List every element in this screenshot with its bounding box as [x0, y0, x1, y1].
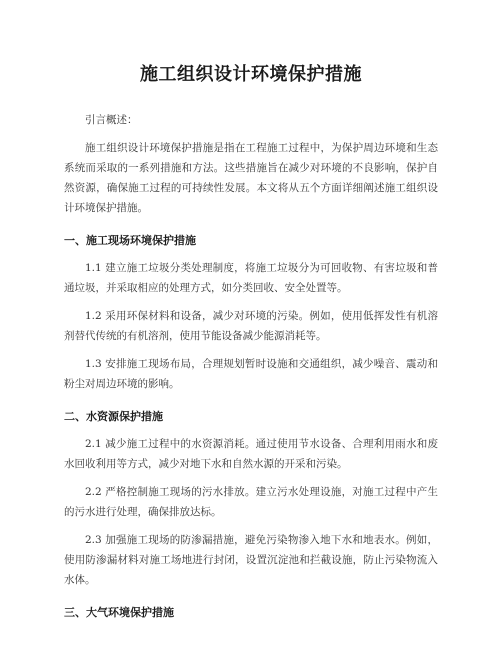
section-1: [64, 232, 438, 394]
section-paragraph: 2.3 加强施工现场的防渗漏措施，避免污染物渗入地下水和地表水。例如，使用防渗漏材料对施工场地进行封闭，设置沉淀池和拦截设施，防止污染物流入水体。: [64, 534, 438, 586]
intro-paragraph: 施工组织设计环境保护措施是指在工程施工过程中，为保护周边环境和生态系统而采取的一系列措施和方法。这些措施旨在减少对环境的不良影响，保护自然资源，确保施工过程的可持续性发展。本文将从五个方面详细阐述施工组织设计环境保护措施。: [64, 142, 438, 214]
section-paragraph: 1.2 采用环保材料和设备，减少对环境的污染。例如，使用低挥发性有机溶剂替代传统的有机溶剂，使用节能设备减少能源消耗等。: [64, 310, 438, 342]
section-3: [64, 604, 438, 620]
section-2: [64, 408, 438, 590]
section-heading: 三、大气环境保护措施: [64, 606, 174, 619]
section-paragraph: 1.3 安排施工现场布局，合理规划暂时设施和交通组织，减少噪音、震动和粉尘对周边环境的影响。: [64, 358, 438, 390]
section-paragraph: 2.2 严格控制施工现场的污水排放。建立污水处理设施，对施工过程中产生的污水进行处理，确保排放达标。: [64, 486, 438, 518]
document-title: 施工组织设计环境保护措施: [140, 64, 362, 85]
section-paragraph: 2.1 减少施工过程中的水资源消耗。通过使用节水设备、合理利用雨水和废水回收利用等方式，减少对地下水和自然水源的开采和污染。: [64, 438, 438, 470]
intro-label: 引言概述：: [85, 114, 138, 126]
section-heading: 二、水资源保护措施: [64, 410, 163, 423]
section-heading: 一、施工现场环境保护措施: [64, 234, 196, 247]
section-paragraph: 1.1 建立施工垃圾分类处理制度，将施工垃圾分为可回收物、有害垃圾和普通垃圾，并采取相应的处理方式，如分类回收、安全处置等。: [64, 262, 438, 294]
